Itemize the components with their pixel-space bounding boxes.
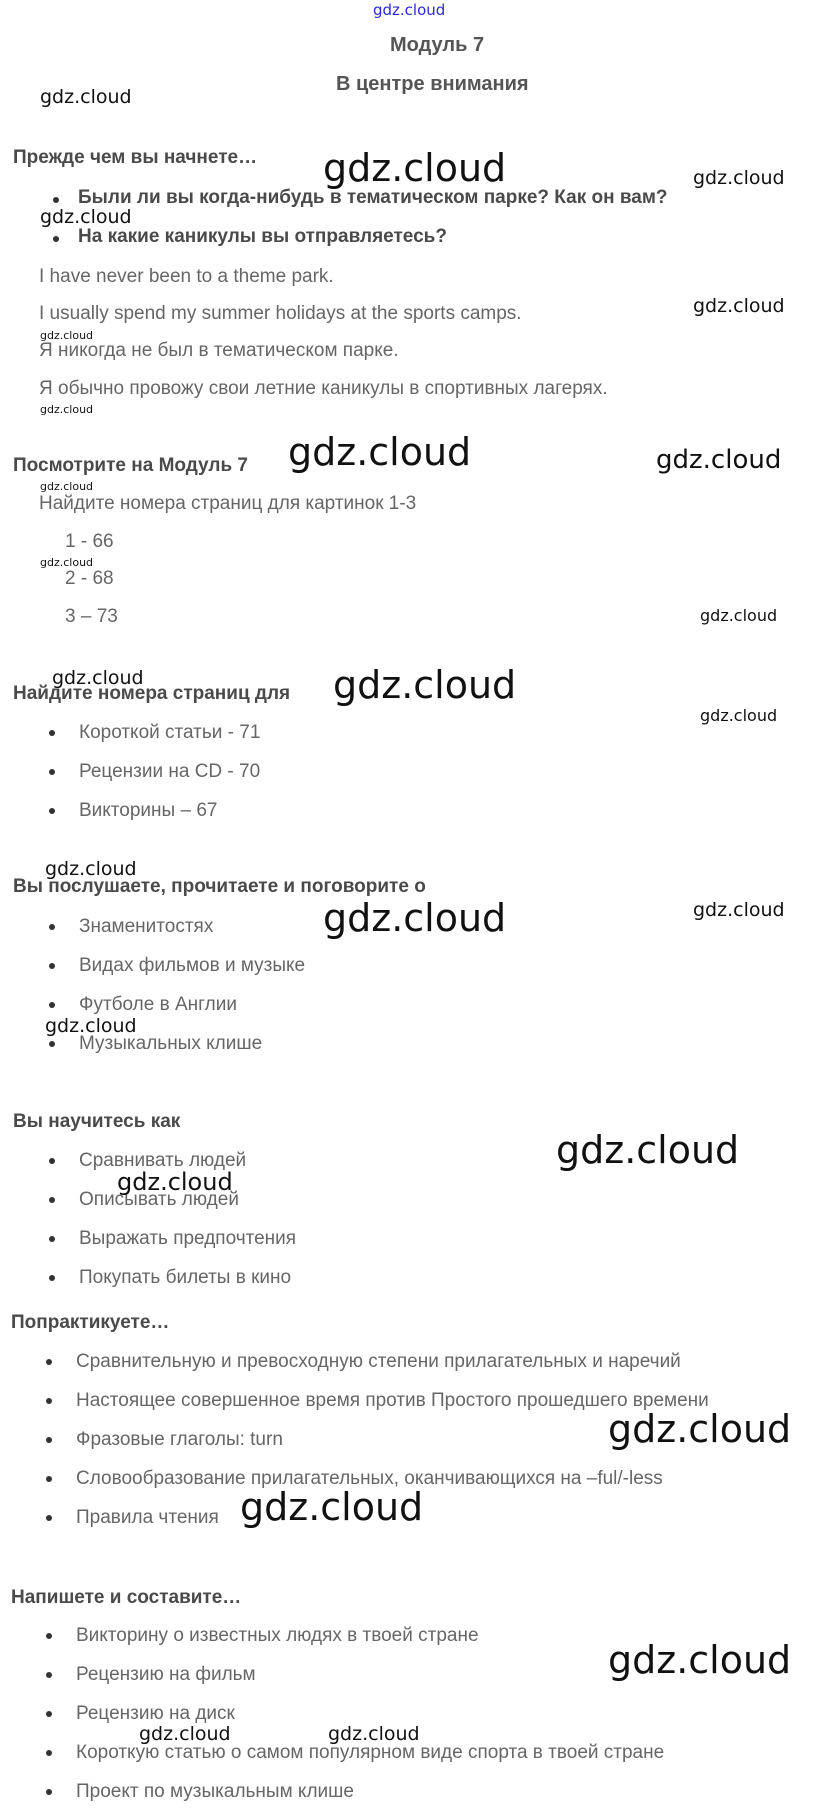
page-number-1: 1 - 66 [65,531,114,552]
watermark: gdz.cloud [608,1407,792,1451]
page-number-2: 2 - 68 [65,568,114,589]
bullet-icon [46,1789,52,1795]
list-item [79,1258,296,1297]
watermark: gdz.cloud [117,1168,233,1196]
answer-ru-2: Я обычно провожу свои летние каникулы в спортивных лагерях. [39,378,608,399]
bullet-icon [49,1236,55,1242]
section-heading-find-pages: Найдите номера страниц для [13,683,291,704]
watermark: gdz.cloud [323,896,507,940]
list-item-text: Настоящее совершенное время против Простого прошедшего времени [76,1390,709,1411]
bullet-icon [49,730,55,736]
list-item-text: Покупать билеты в кино [79,1267,292,1288]
list-item-text: Викторину о известных людях в твоей стране [76,1625,479,1646]
list-item [76,1655,664,1694]
list-item-text: Фразовые глаголы: turn [76,1429,283,1450]
list-item-text: Музыкальных клише [79,1033,263,1054]
bullet-icon [46,1633,52,1639]
watermark: gdz.cloud [40,329,94,342]
section-heading-before-start: Прежде чем вы начнете… [13,147,258,168]
watermark: gdz.cloud [608,1638,792,1682]
bullet-icon [49,769,55,775]
section-heading-write: Напишете и составите… [11,1587,242,1608]
list-item-text: Короткую статью о самом популярном виде спорта в твоей стране [76,1742,665,1763]
question-1-text: Были ли вы когда-нибудь в тематическом парке? Как он вам? [78,187,668,208]
bullet-icon [46,1750,52,1756]
list-item-text: Футболе в Англии [79,994,237,1015]
find-pages-list [79,713,260,830]
bullet-icon [46,1437,52,1443]
bullet-icon [53,197,59,203]
answer-ru-1: Я никогда не был в тематическом парке. [39,340,399,361]
bullet-icon [49,1158,55,1164]
bullet-icon [49,1197,55,1203]
bullet-icon [46,1476,52,1482]
watermark: gdz.cloud [45,1015,137,1037]
question-1 [78,187,668,209]
watermark: gdz.cloud [556,1128,740,1172]
bullet-icon [49,924,55,930]
watermark: gdz.cloud [700,606,778,625]
list-item [79,907,305,946]
list-item-text: Словообразование прилагательных, оканчивающихся на –ful/-less [76,1468,663,1489]
watermark: gdz.cloud [240,1485,424,1529]
list-item-text: Видах фильмов и музыке [79,955,306,976]
watermark: gdz.cloud [40,480,94,493]
bullet-icon [53,236,59,242]
list-item-text: Сравнивать людей [79,1150,247,1171]
list-item [76,1342,709,1381]
list-item-text: Рецензию на фильм [76,1664,256,1685]
bullet-icon [49,963,55,969]
list-item-text: Рецензию на диск [76,1703,235,1724]
watermark: gdz.cloud [52,667,144,689]
list-item [79,791,260,830]
watermark: gdz.cloud [333,663,517,707]
write-list [76,1616,664,1811]
watermark: gdz.cloud [700,706,778,725]
site-mark-header: gdz.cloud [373,1,446,19]
bullet-icon [46,1711,52,1717]
learn-list [79,1141,296,1297]
module-subtitle: В центре внимания [336,73,529,95]
section-heading-learn: Вы научитесь как [13,1111,181,1132]
look-module-task: Найдите номера страниц для картинок 1-3 [39,493,417,514]
bullet-icon [49,1002,55,1008]
question-2-text: На какие каникулы вы отправляетесь? [78,226,447,247]
answer-en-1: I have never been to a theme park. [39,266,334,287]
watermark: gdz.cloud [323,146,507,190]
question-2 [78,226,447,248]
bullet-icon [49,1041,55,1047]
listen-list [79,907,305,1063]
section-heading-look-module: Посмотрите на Модуль 7 [13,455,248,476]
list-item-text: Правила чтения [76,1507,219,1528]
list-item [79,752,260,791]
bullet-icon [46,1672,52,1678]
list-item [79,1219,296,1258]
watermark: gdz.cloud [45,858,137,880]
list-item-text: Выражать предпочтения [79,1228,297,1249]
answer-en-2: I usually spend my summer holidays at the sports camps. [39,303,522,324]
list-item [79,713,260,752]
watermark: gdz.cloud [656,445,782,475]
list-item-text: Короткой статьи - 71 [79,722,261,743]
list-item-text: Сравнительную и превосходную степени прилагательных и наречий [76,1351,681,1372]
watermark: gdz.cloud [139,1723,231,1745]
bullet-icon [49,1275,55,1281]
watermark: gdz.cloud [288,430,472,474]
watermark: gdz.cloud [328,1723,420,1745]
page-number-3: 3 – 73 [65,606,118,627]
list-item [76,1616,664,1655]
watermark: gdz.cloud [693,295,785,317]
list-item-text: Проект по музыкальным клише [76,1781,354,1802]
list-item [76,1772,664,1811]
list-item-text: Викторины – 67 [79,800,218,821]
watermark: gdz.cloud [40,403,94,416]
list-item [79,946,305,985]
section-heading-practice: Попрактикуете… [11,1312,170,1333]
watermark: gdz.cloud [693,167,785,189]
bullet-icon [46,1398,52,1404]
bullet-icon [49,808,55,814]
watermark: gdz.cloud [40,556,94,569]
watermark: gdz.cloud [40,86,132,108]
bullet-icon [46,1359,52,1365]
list-item-text: Описывать людей [79,1189,239,1210]
module-title: Модуль 7 [390,34,485,56]
list-item-text: Знаменитостях [79,916,214,937]
watermark: gdz.cloud [693,899,785,921]
bullet-icon [46,1515,52,1521]
watermark: gdz.cloud [40,206,132,228]
section-heading-listen: Вы послушаете, прочитаете и поговорите о [13,876,426,897]
list-item-text: Рецензии на CD - 70 [79,761,261,782]
